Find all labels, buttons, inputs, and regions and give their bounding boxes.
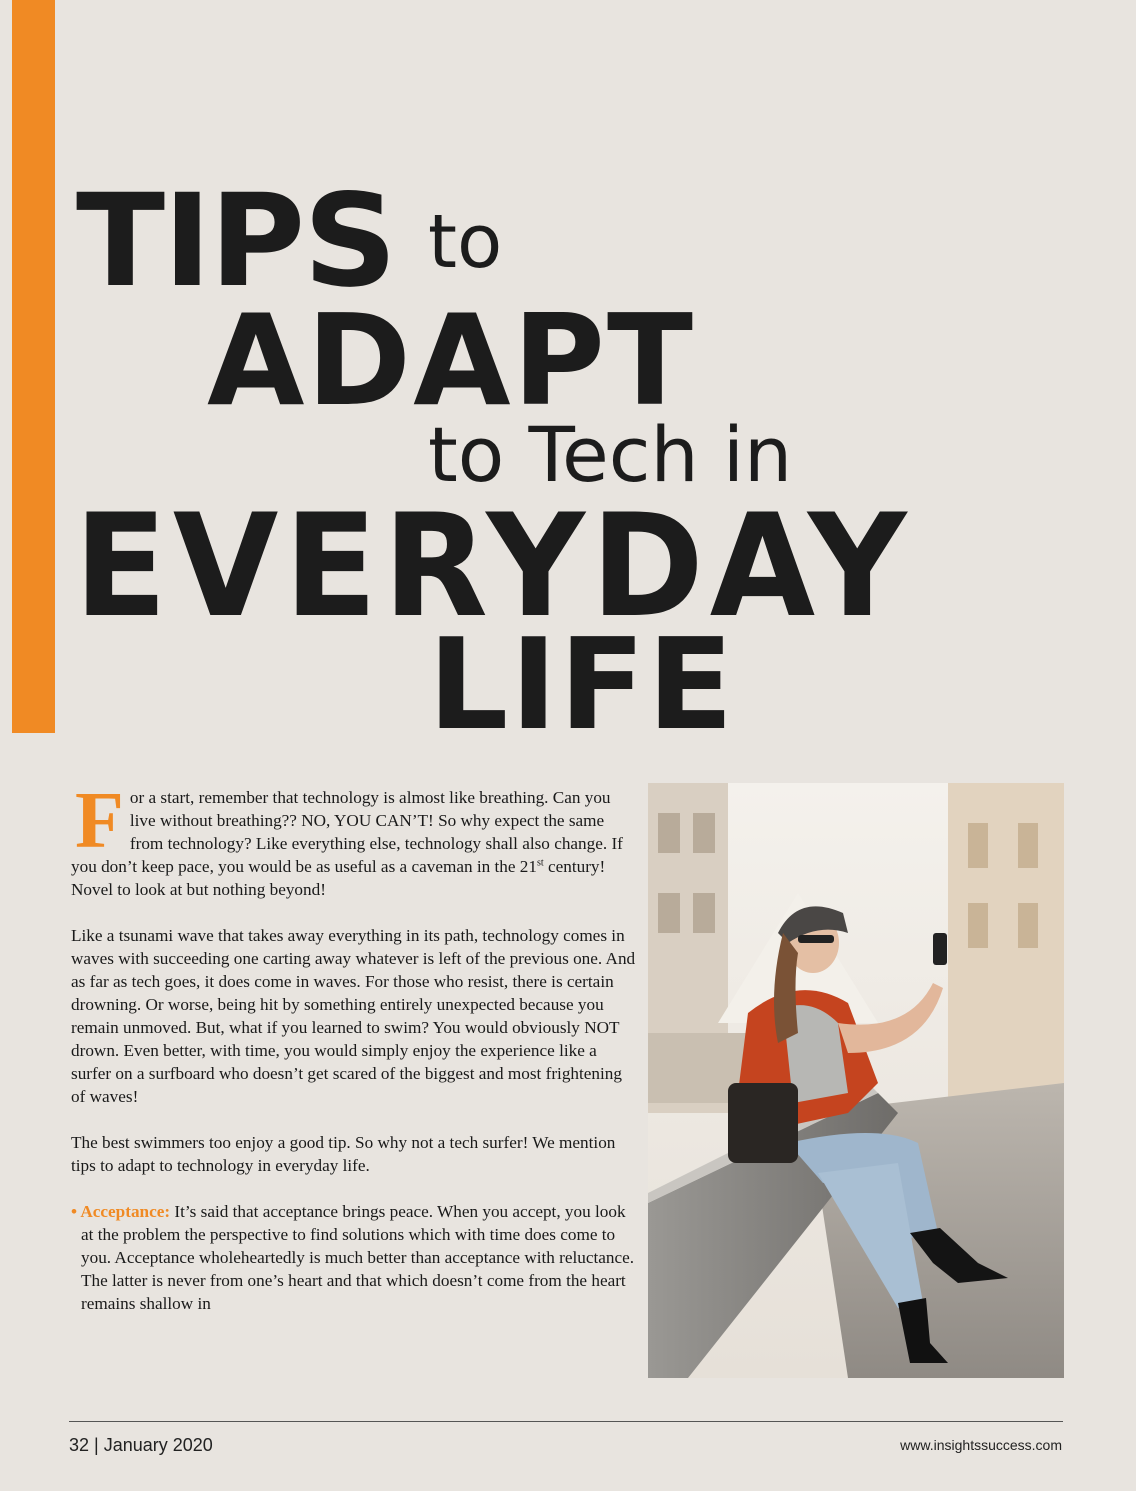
bullet-text: It’s said that acceptance brings peace. When you accept, you look at the problem the perspective to find solutions which with time does come to you. Acceptance wholeheartedly is much better than acceptance with reluctance. The latter is never from one’s heart and that which doesn’t come from the heart remains shallow in xyxy=(81,1202,635,1313)
headline-tips: TIPS xyxy=(76,167,396,316)
drop-cap: F xyxy=(75,777,124,865)
footer-page-info: 32 | January 2020 xyxy=(69,1435,213,1455)
paragraph-intro xyxy=(71,777,636,901)
headline-life: LIFE xyxy=(428,611,736,758)
footer-divider xyxy=(69,1421,1063,1422)
ordinal-suffix: st xyxy=(537,857,544,869)
bullet-label: • Acceptance: xyxy=(71,1202,171,1221)
headline-to: to xyxy=(428,199,503,285)
woman-selfie-photo xyxy=(648,783,1064,1378)
paragraph-tsunami: Like a tsunami wave that takes away everything in its path, technology comes in waves with succeeding one carting away whatever is left of the previous one. And as far as tech goes, it does come in waves. For those who resist, there is certain drowning. Or worse, being hit by something entirely unexpected because you remain unmoved. But, what if you learned to swim? You would obviously NOT drown. Even better, with time, you would simply enjoy the experience like a surfer on a surfboard who doesn’t get scared of the biggest and most frightening of waves! xyxy=(71,926,636,1106)
article-body xyxy=(71,777,636,1338)
headline-adapt: ADAPT xyxy=(207,287,695,434)
intro-text-a: or a start, remember that technology is almost like breathing. Can you live without breathing?? NO, YOU CAN’T! So why expect the same from technology? Like everything else, technology shall also change. If you don’t keep pace, you would be as useful as a caveman in the 21 xyxy=(71,788,623,876)
footer-website[interactable]: www.insightssuccess.com xyxy=(900,1437,1062,1453)
intro-text-b: century! Novel to look at but nothing beyond! xyxy=(71,857,606,899)
headline-everyday: EVERYDAY xyxy=(74,484,913,649)
headline-to-tech-in: to Tech in xyxy=(428,410,793,499)
bullet-acceptance xyxy=(71,1200,636,1315)
paragraph-tips-intro: The best swimmers too enjoy a good tip. So why not a tech surfer! We mention tips to adapt to technology in everyday life. xyxy=(71,1133,616,1175)
